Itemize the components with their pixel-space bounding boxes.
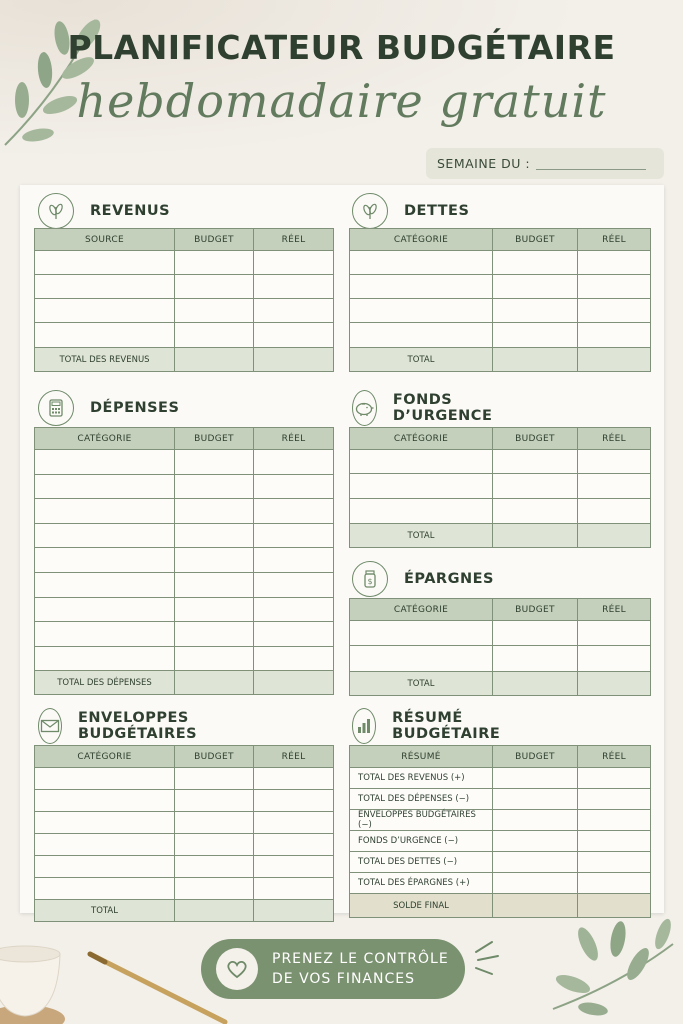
table-cell[interactable] [175, 671, 254, 695]
table-cell[interactable] [254, 499, 334, 524]
col-header-reel: RÉEL [578, 428, 651, 450]
week-label: SEMAINE DU : [437, 156, 531, 171]
table-cell[interactable] [350, 474, 493, 499]
page-title: PLANIFICATEUR BUDGÉTAIRE [67, 28, 616, 67]
section-title-fonds: FONDS D’URGENCE [392, 392, 493, 424]
table-cell[interactable] [175, 275, 254, 299]
table-cell[interactable] [254, 856, 334, 878]
table-cell[interactable] [35, 299, 175, 323]
table-cell[interactable] [175, 768, 254, 790]
table-cell[interactable] [175, 900, 254, 922]
table-cell[interactable] [578, 831, 651, 852]
bar-chart-icon [352, 708, 376, 744]
col-header-reel: RÉEL [578, 599, 651, 621]
col-header-categorie: CATÉGORIE [350, 229, 493, 251]
table-cell[interactable] [578, 852, 651, 873]
table-cell[interactable] [350, 646, 493, 672]
heart-icon [216, 948, 258, 990]
total-label: TOTAL [35, 900, 175, 922]
page-subtitle: hebdomadaire gratuit [76, 74, 607, 128]
table-cell[interactable] [578, 323, 651, 348]
table-enveloppes [34, 745, 334, 922]
cta-line-1: PRENEZ LE CONTRÔLE [272, 951, 449, 967]
table-cell[interactable] [578, 499, 651, 524]
table-cell[interactable] [175, 622, 254, 647]
table-depenses [34, 427, 334, 695]
table-cell[interactable] [493, 524, 578, 548]
table-cell[interactable] [254, 572, 334, 597]
table-cell[interactable] [578, 789, 651, 810]
table-cell[interactable] [175, 323, 254, 348]
table-cell[interactable] [493, 323, 578, 348]
table-cell[interactable] [254, 790, 334, 812]
calculator-icon [38, 390, 74, 426]
total-label: TOTAL DES DÉPENSES [35, 671, 175, 695]
table-cell[interactable] [493, 275, 578, 299]
table-cell[interactable] [493, 810, 578, 831]
table-cell[interactable] [254, 834, 334, 856]
table-cell[interactable] [175, 474, 254, 499]
cta-line-2: DE VOS FINANCES [272, 971, 415, 987]
section-title-resume: RÉSUMÉ BUDGÉTAIRE [392, 710, 501, 742]
table-cell[interactable] [254, 622, 334, 647]
table-cell[interactable] [35, 548, 175, 573]
col-header-reel: RÉEL [254, 428, 334, 450]
col-header-reel: RÉEL [578, 746, 651, 768]
table-cell[interactable] [35, 812, 175, 834]
table-cell[interactable] [350, 251, 493, 275]
leaf-icon [38, 193, 74, 229]
table-cell[interactable] [35, 878, 175, 900]
table-cell[interactable] [493, 852, 578, 873]
table-cell[interactable] [35, 790, 175, 812]
col-header-categorie: CATÉGORIE [35, 746, 175, 768]
table-cell[interactable] [493, 251, 578, 275]
table-cell[interactable] [350, 621, 493, 646]
table-cell[interactable] [175, 523, 254, 548]
table-cell[interactable] [578, 348, 651, 372]
table-cell[interactable] [35, 474, 175, 499]
table-cell[interactable] [35, 251, 175, 275]
table-cell[interactable] [493, 450, 578, 474]
table-cell[interactable] [578, 672, 651, 696]
table-cell[interactable] [175, 450, 254, 475]
cta-banner[interactable] [201, 939, 465, 999]
table-cell[interactable] [578, 474, 651, 499]
table-cell[interactable] [493, 621, 578, 646]
summary-row-label: TOTAL DES REVENUS (+) [350, 768, 493, 789]
section-title-depenses: DÉPENSES [90, 400, 180, 416]
table-cell[interactable] [175, 646, 254, 671]
table-cell[interactable] [35, 597, 175, 622]
table-cell[interactable] [35, 622, 175, 647]
total-label: TOTAL [350, 672, 493, 696]
week-input-line[interactable] [536, 158, 646, 170]
table-cell[interactable] [175, 348, 254, 372]
leaf-icon [352, 193, 388, 229]
table-cell[interactable] [350, 499, 493, 524]
col-header-budget: BUDGET [175, 428, 254, 450]
table-cell[interactable] [578, 275, 651, 299]
table-cell[interactable] [493, 789, 578, 810]
piggy-bank-icon [352, 390, 377, 426]
table-cell[interactable] [175, 790, 254, 812]
planner-sheet [20, 185, 664, 916]
summary-row-label: TOTAL DES ÉPARGNES (+) [350, 873, 493, 894]
table-cell[interactable] [175, 812, 254, 834]
week-field[interactable] [426, 148, 664, 179]
total-label: TOTAL [350, 348, 493, 372]
table-cell[interactable] [175, 548, 254, 573]
col-header-budget: BUDGET [493, 599, 578, 621]
table-epargnes [349, 598, 651, 696]
table-cell[interactable] [578, 251, 651, 275]
summary-row-label: FONDS D’URGENCE (−) [350, 831, 493, 852]
col-header-categorie: CATÉGORIE [350, 599, 493, 621]
table-cell[interactable] [254, 299, 334, 323]
table-cell[interactable] [35, 768, 175, 790]
table-cell[interactable] [493, 672, 578, 696]
col-header-budget: BUDGET [493, 428, 578, 450]
table-cell[interactable] [493, 348, 578, 372]
table-cell[interactable] [254, 812, 334, 834]
table-cell[interactable] [254, 878, 334, 900]
section-title-epargnes: ÉPARGNES [404, 571, 494, 587]
col-header-categorie: CATÉGORIE [350, 428, 493, 450]
table-cell[interactable] [35, 856, 175, 878]
table-cell[interactable] [493, 499, 578, 524]
table-cell[interactable] [254, 474, 334, 499]
table-cell[interactable] [578, 299, 651, 323]
table-cell[interactable] [254, 348, 334, 372]
table-cell[interactable] [578, 810, 651, 831]
col-header-categorie: CATÉGORIE [35, 428, 175, 450]
table-cell[interactable] [175, 878, 254, 900]
table-cell[interactable] [350, 450, 493, 474]
table-cell[interactable] [35, 275, 175, 299]
table-cell[interactable] [254, 768, 334, 790]
table-cell[interactable] [175, 597, 254, 622]
table-cell[interactable] [254, 597, 334, 622]
table-cell[interactable] [35, 834, 175, 856]
leaf-branch-decoration-icon [533, 914, 683, 1024]
table-cell[interactable] [578, 524, 651, 548]
table-fonds-urgence [349, 427, 651, 548]
table-cell[interactable] [254, 548, 334, 573]
table-cell[interactable] [254, 251, 334, 275]
table-cell[interactable] [254, 900, 334, 922]
col-header-source: SOURCE [35, 229, 175, 251]
svg-text:$: $ [367, 577, 373, 586]
table-cell[interactable] [350, 323, 493, 348]
sparkle-decoration-icon [472, 940, 502, 976]
table-cell[interactable] [350, 299, 493, 323]
table-cell[interactable] [578, 873, 651, 894]
table-cell[interactable] [350, 275, 493, 299]
section-title-enveloppes: ENVELOPPES BUDGÉTAIRES [78, 710, 198, 742]
table-cell[interactable] [35, 323, 175, 348]
table-cell[interactable] [175, 572, 254, 597]
summary-row-label: TOTAL DES DETTES (−) [350, 852, 493, 873]
total-label: TOTAL [350, 524, 493, 548]
table-cell[interactable] [254, 646, 334, 671]
coffee-cup-decoration-icon [0, 924, 70, 1024]
table-cell[interactable] [35, 646, 175, 671]
table-cell[interactable] [493, 646, 578, 672]
table-cell[interactable] [578, 621, 651, 646]
table-cell[interactable] [493, 873, 578, 894]
table-revenus [34, 228, 334, 372]
total-label: TOTAL DES REVENUS [35, 348, 175, 372]
col-header-budget: BUDGET [175, 746, 254, 768]
table-dettes [349, 228, 651, 372]
table-cell[interactable] [493, 299, 578, 323]
col-header-resume: RÉSUMÉ [350, 746, 493, 768]
table-cell[interactable] [493, 831, 578, 852]
table-cell[interactable] [35, 450, 175, 475]
table-cell[interactable] [175, 251, 254, 275]
table-cell[interactable] [35, 572, 175, 597]
table-cell[interactable] [254, 671, 334, 695]
money-jar-icon [352, 561, 388, 597]
table-cell[interactable] [254, 323, 334, 348]
table-cell[interactable] [35, 523, 175, 548]
table-cell[interactable] [493, 768, 578, 789]
col-header-reel: RÉEL [254, 229, 334, 251]
table-resume [349, 745, 651, 918]
envelope-icon [38, 708, 62, 744]
table-cell[interactable] [254, 275, 334, 299]
summary-row-label: ENVELOPPES BUDGÉTAIRES (−) [350, 810, 493, 831]
table-cell[interactable] [175, 856, 254, 878]
table-cell[interactable] [578, 768, 651, 789]
col-header-budget: BUDGET [175, 229, 254, 251]
final-balance-label: SOLDE FINAL [350, 894, 493, 918]
table-cell[interactable] [254, 523, 334, 548]
col-header-budget: BUDGET [493, 746, 578, 768]
table-cell[interactable] [493, 474, 578, 499]
table-cell[interactable] [175, 834, 254, 856]
section-title-dettes: DETTES [404, 203, 470, 219]
col-header-budget: BUDGET [493, 229, 578, 251]
col-header-reel: RÉEL [578, 229, 651, 251]
table-cell[interactable] [254, 450, 334, 475]
col-header-reel: RÉEL [254, 746, 334, 768]
table-cell[interactable] [175, 499, 254, 524]
table-cell[interactable] [35, 499, 175, 524]
summary-row-label: TOTAL DES DÉPENSES (−) [350, 789, 493, 810]
section-title-revenus: REVENUS [90, 203, 171, 219]
table-cell[interactable] [175, 299, 254, 323]
table-cell[interactable] [578, 450, 651, 474]
table-cell[interactable] [578, 646, 651, 672]
